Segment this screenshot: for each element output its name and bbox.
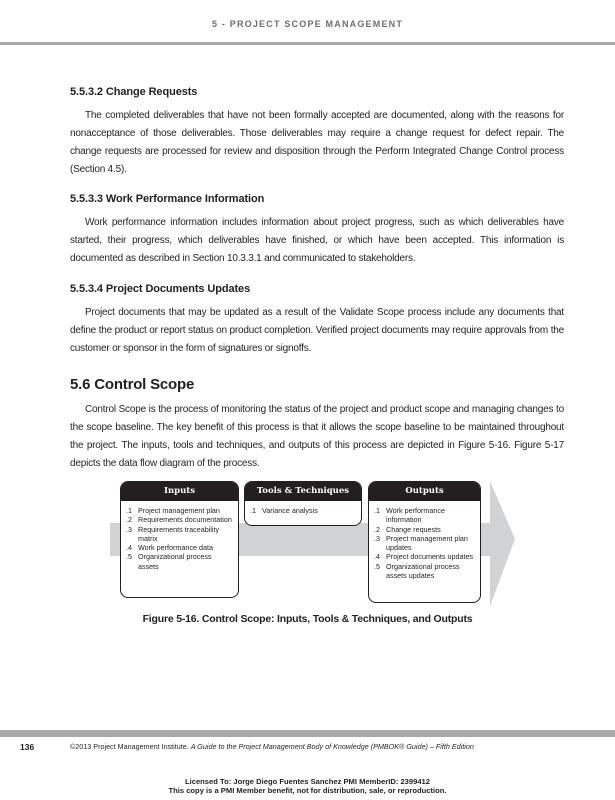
tools-techniques-box xyxy=(244,481,362,526)
list-item: .3 Requirements traceability matrix xyxy=(126,524,220,543)
running-header-title: 5 - PROJECT SCOPE MANAGEMENT xyxy=(211,19,404,29)
section-main-heading: 5.6 Control Scope xyxy=(70,376,195,393)
footer-rule xyxy=(0,730,615,737)
list-item: .1 Work performance information xyxy=(374,506,445,525)
list-item: .5 Organizational process assets xyxy=(126,552,212,571)
footer-citation xyxy=(70,742,474,751)
outputs-title: Outputs xyxy=(369,482,480,501)
inputs-title: Inputs xyxy=(121,482,238,501)
page-number: 136 xyxy=(20,742,35,752)
section-work-performance-information xyxy=(70,193,564,268)
itto-figure xyxy=(110,481,515,606)
list-item: .3 Project management plan updates xyxy=(374,533,468,553)
license-line: Licensed To: Jorge Diego Fuentes Sanchez PMI MemberID: 2399412 xyxy=(184,777,431,786)
section-heading: 5.5.3.3 Work Performance Information xyxy=(70,193,265,205)
outputs-list xyxy=(369,501,480,580)
section-heading: 5.5.3.2 Change Requests xyxy=(70,86,198,98)
section-change-requests xyxy=(70,86,564,179)
section-paragraph: Project documents that may be updated as a result of the Validate Scope process include any documents that define the product or report status on product completion. Verified project documents may require approvals from the customer or sponsor in the form of signatures or signoffs. xyxy=(70,307,564,354)
list-item: .1 Variance analysis xyxy=(250,506,318,515)
list-item: .2 Change requests xyxy=(374,524,441,534)
tools-techniques-title: Tools & Techniques xyxy=(245,482,361,501)
section-project-documents-updates xyxy=(70,283,564,358)
list-item: .5 Organizational process assets updates xyxy=(374,561,460,581)
running-header xyxy=(0,0,615,45)
list-item: .1 Project management plan xyxy=(126,506,220,515)
license-line: This copy is a PMI Member benefit, not for distribution, sale, or reproduction. xyxy=(168,786,447,795)
citation-title: A Guide to the Project Management Body of Knowledge (PMBOK® Guide) – Fifth Edition xyxy=(190,742,474,751)
section-paragraph: Control Scope is the process of monitoring the status of the project and product scope and managing changes to the scope baseline. The key benefit of this process is that it allows the scope baseline to be maintained throughout the project. The inputs, tools and techniques, and outputs of this process are depicted in Figure 5-16. Figure 5-17 depicts the data flow diagram of the process. xyxy=(70,404,564,469)
section-paragraph: Work performance information includes information about project progress, such as which deliverables have started, their progress, which deliverables have finished, or which have been accepted. This information is documented as described in Section 10.3.3.1 and communicated to stakeholders. xyxy=(70,217,564,264)
section-paragraph: The completed deliverables that have not been formally accepted are documented, along with the reasons for nonacceptance of those deliverables. Those deliverables may require a change request for defect repair. The change requests are processed for review and disposition through the Perform Integrated Change Control process (Section 4.5). xyxy=(70,110,564,175)
inputs-box xyxy=(120,481,239,598)
list-item: .4 Work performance data xyxy=(126,543,213,553)
list-item: .4 Project documents updates xyxy=(374,552,474,562)
section-control-scope xyxy=(70,376,564,473)
inputs-list xyxy=(121,501,238,571)
license-notice xyxy=(0,777,615,795)
citation-prefix: ©2013 Project Management Institute. xyxy=(70,742,191,751)
section-heading: 5.5.3.4 Project Documents Updates xyxy=(70,283,251,295)
outputs-box xyxy=(368,481,481,603)
tools-list xyxy=(245,501,361,515)
list-item: .2 Requirements documentation xyxy=(126,515,232,525)
figure-caption: Figure 5-16. Control Scope: Inputs, Tools & Techniques, and Outputs xyxy=(142,613,473,625)
